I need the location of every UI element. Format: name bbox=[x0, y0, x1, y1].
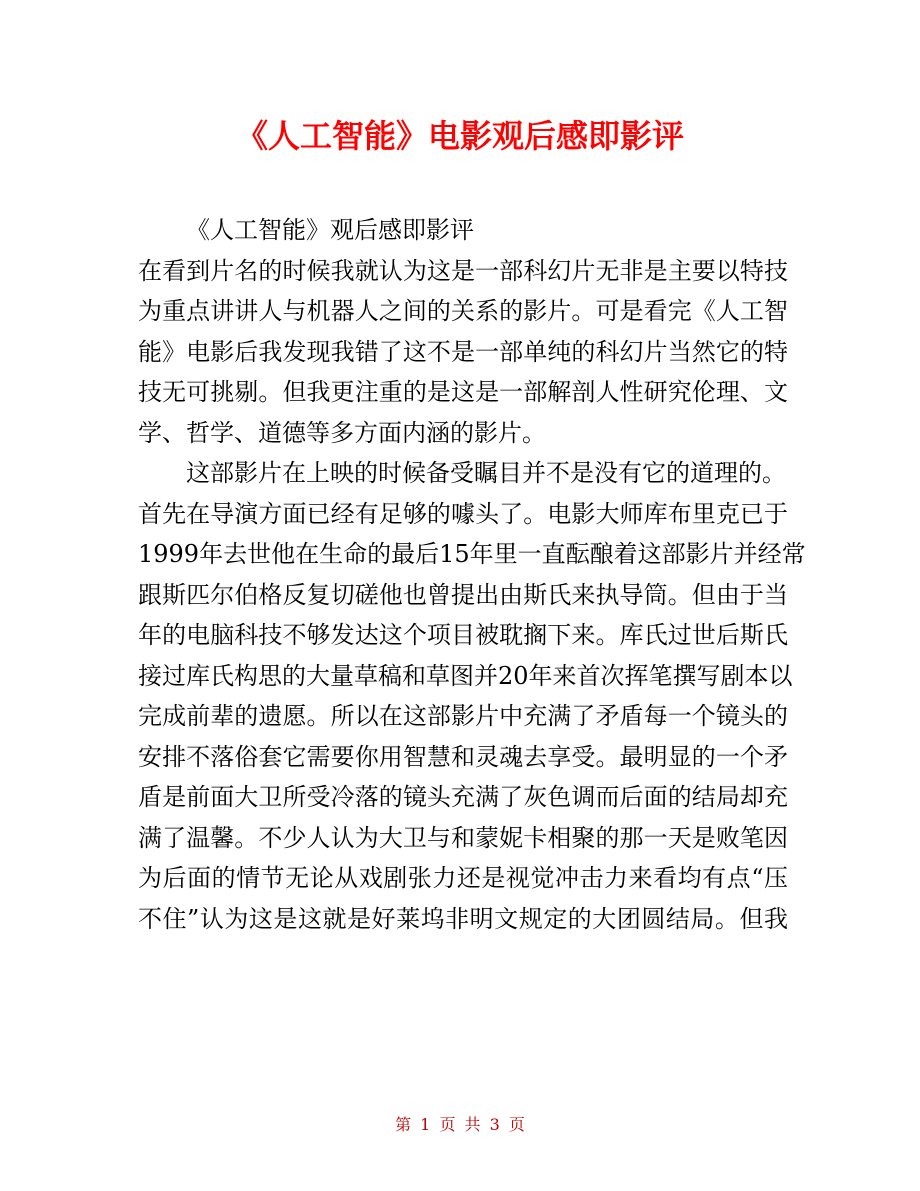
text-line: 在看到片名的时候我就认为这是一部科幻片无非是主要以特技 bbox=[138, 256, 788, 285]
text-line: 首先在导演方面已经有足够的噱头了。电影大师库布里克已于 bbox=[138, 499, 788, 528]
text-line: 为重点讲讲人与机器人之间的关系的影片。可是看完《人工智 bbox=[138, 297, 788, 325]
document-body bbox=[138, 210, 806, 939]
text-line: 满了温馨。不少人认为大卫与和蒙妮卡相聚的那一天是败笔因 bbox=[138, 823, 788, 852]
text-line: 跟斯匹尔伯格反复切磋他也曾提出由斯氏来执导筒。但由于当 bbox=[138, 580, 788, 609]
document-title: 《人工智能》电影观后感即影评 bbox=[235, 117, 684, 155]
text-line: 不住”认为这是这就是好莱坞非明文规定的大团圆结局。但我 bbox=[138, 904, 788, 933]
text-line: 这部影片在上映的时候备受瞩目并不是没有它的道理的。 bbox=[186, 459, 786, 487]
text-line: 接过库氏构思的大量草稿和草图并20年来首次挥笔撰写剧本以 bbox=[138, 661, 793, 690]
document-subtitle: 《人工智能》观后感即影评 bbox=[186, 216, 474, 244]
text-line: 为后面的情节无论从戏剧张力还是视觉冲击力来看均有点“压 bbox=[138, 864, 788, 892]
text-line: 学、哲学、道德等多方面内涵的影片。 bbox=[138, 418, 546, 447]
text-line: 技无可挑剔。但我更注重的是这是一部解剖人性研究伦理、文 bbox=[138, 378, 788, 406]
text-line: 能》电影后我发现我错了这不是一部单纯的科幻片当然它的特 bbox=[138, 337, 788, 366]
text-line: 年的电脑科技不够发达这个项目被耽搁下来。库氏过世后斯氏 bbox=[138, 621, 788, 649]
text-line: 盾是前面大卫所受冷落的镜头充满了灰色调而后面的结局却充 bbox=[138, 783, 788, 811]
text-line: 完成前辈的遗愿。所以在这部影片中充满了矛盾每一个镜头的 bbox=[138, 702, 788, 730]
page-number-footer: 第 1 页 共 3 页 bbox=[395, 1115, 525, 1134]
text-line: 安排不落俗套它需要你用智慧和灵魂去享受。最明显的一个矛 bbox=[138, 742, 788, 771]
text-line: 1999年去世他在生命的最后15年里一直酝酿着这部影片并经常 bbox=[138, 540, 806, 568]
